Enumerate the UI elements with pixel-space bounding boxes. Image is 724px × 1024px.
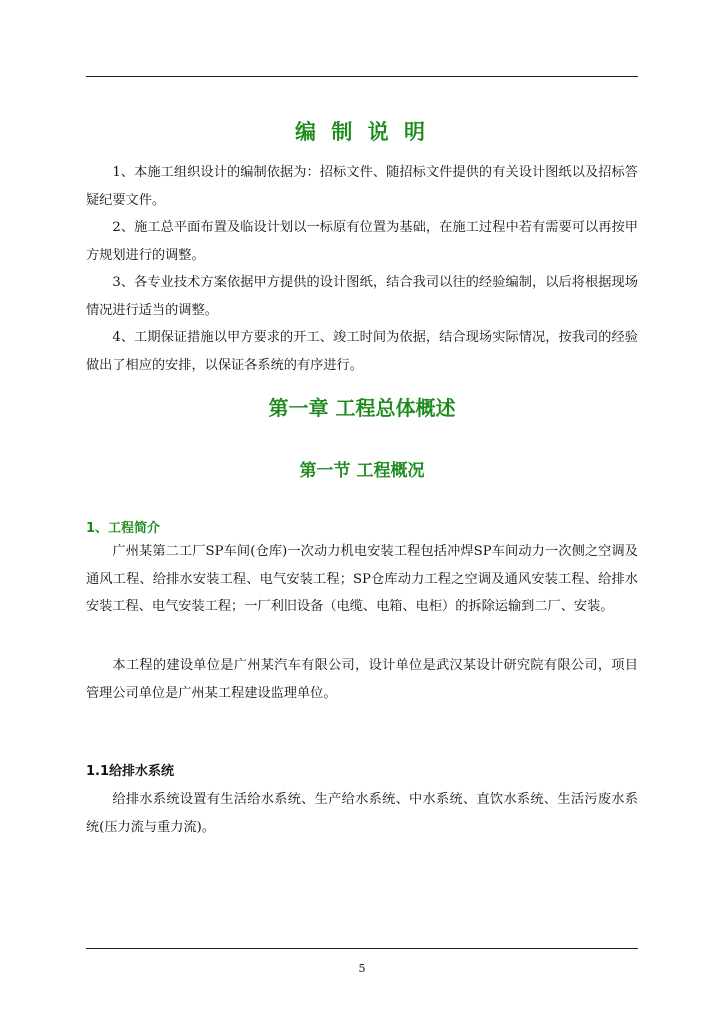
subsection-title-water-system: 1.1给排水系统 <box>86 764 175 779</box>
section-title: 第一节 工程概况 <box>299 461 425 481</box>
header-rule <box>86 76 638 77</box>
intro-paragraph-2: 2、施工总平面布置及临设计划以一标原有位置为基础，在施工过程中若有需要可以再按甲方规划进行的调整。 <box>86 220 638 263</box>
project-intro-paragraph-1: 广州某第二工厂SP车间(仓库)一次动力机电安装工程包括冲焊SP车间动力一次侧之空调及通风工程、给排水安装工程、电气安装工程；SP仓库动力工程之空调及通风安装工程、给排水安装工程、电气安装工程；一厂利旧设备（电缆、电箱、电柜）的拆除运输到二厂、安装。 <box>86 544 638 614</box>
subsection-title-project-intro: 1、工程简介 <box>86 521 161 536</box>
intro-paragraph-4: 4、工期保证措施以甲方要求的开工、竣工时间为依据，结合现场实际情况，按我司的经验做出了相应的安排，以保证各系统的有序进行。 <box>86 330 638 373</box>
intro-paragraph-1: 1、本施工组织设计的编制依据为：招标文件、随招标文件提供的有关设计图纸以及招标答疑纪要文件。 <box>86 165 638 208</box>
document-title: 编 制 说 明 <box>295 120 429 144</box>
water-system-paragraph: 给排水系统设置有生活给水系统、生产给水系统、中水系统、直饮水系统、生活污废水系统(压力流与重力流)。 <box>86 792 638 835</box>
intro-paragraph-3: 3、各专业技术方案依据甲方提供的设计图纸，结合我司以往的经验编制，以后将根据现场情况进行适当的调整。 <box>86 275 638 318</box>
chapter-title: 第一章 工程总体概述 <box>268 396 456 420</box>
page-number: 5 <box>358 962 366 975</box>
footer-rule <box>86 948 638 949</box>
project-intro-paragraph-2: 本工程的建设单位是广州某汽车有限公司，设计单位是武汉某设计研究院有限公司，项目管理公司单位是广州某工程建设监理单位。 <box>86 658 638 701</box>
